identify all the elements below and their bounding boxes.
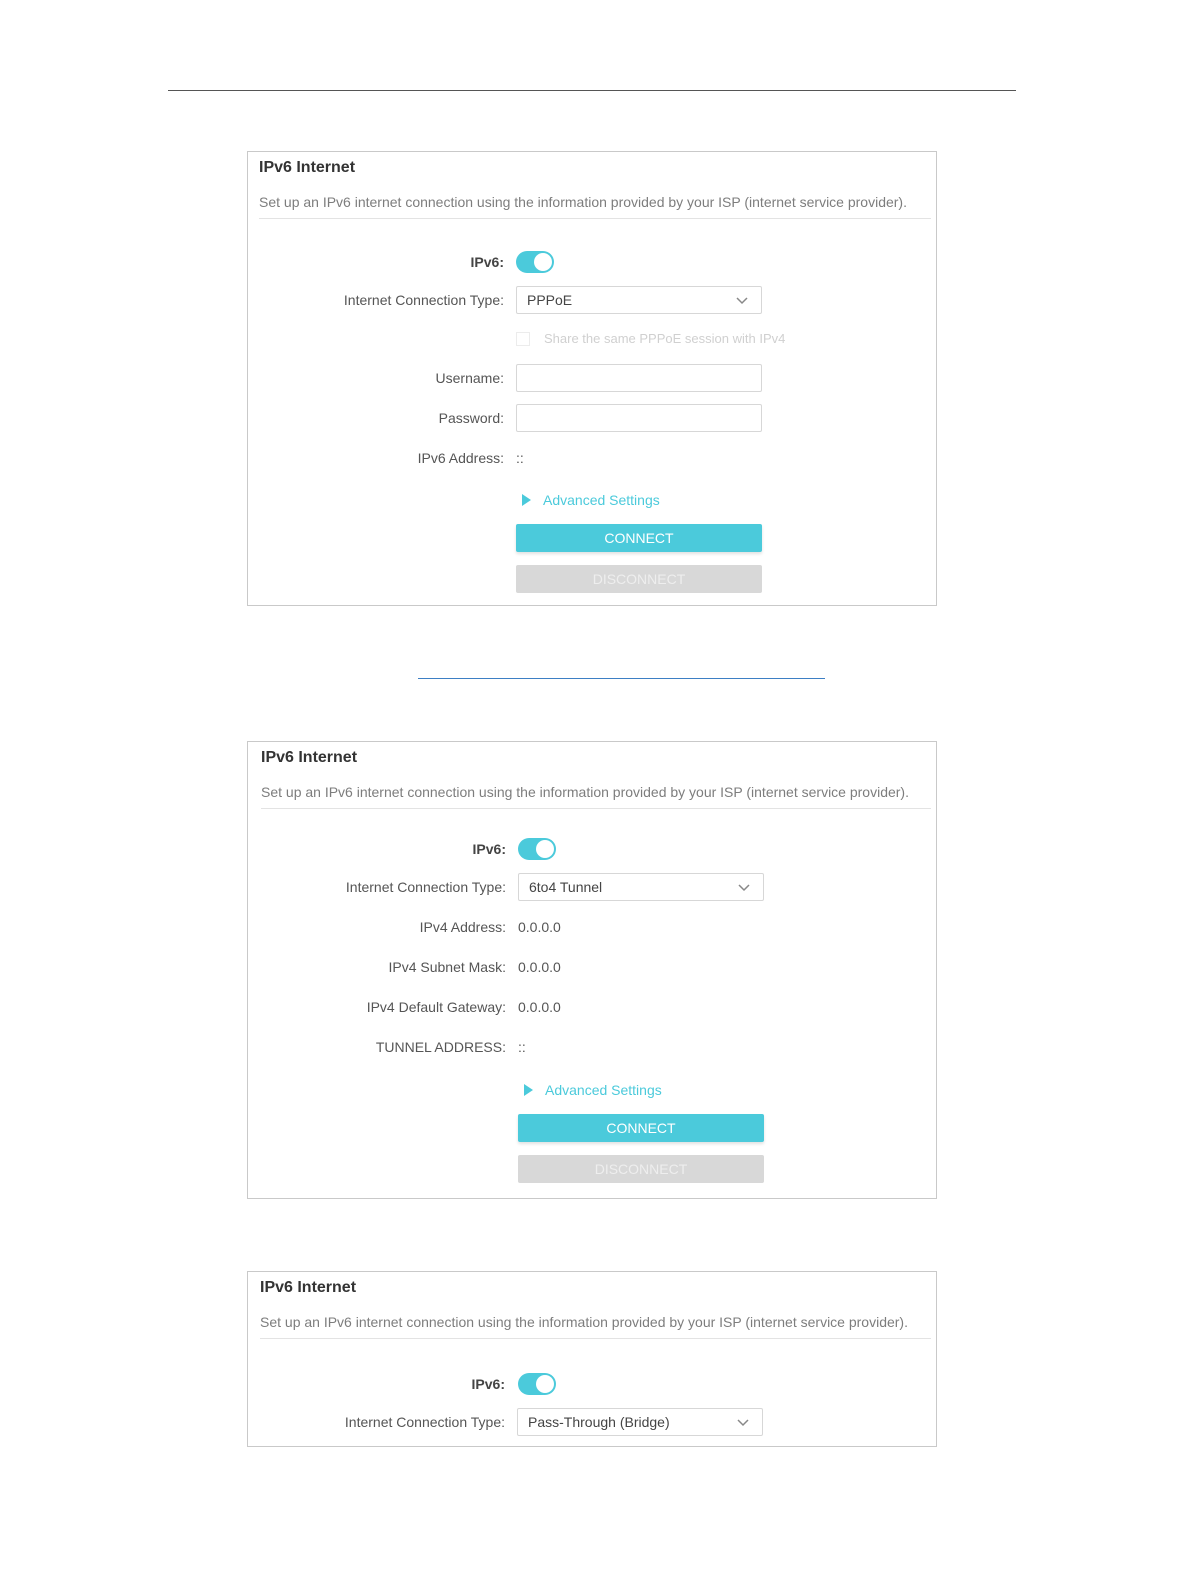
connection-type-label: Internet Connection Type: bbox=[345, 879, 506, 895]
chevron-down-icon bbox=[735, 293, 749, 307]
disconnect-button[interactable]: DISCONNECT bbox=[518, 1155, 764, 1183]
disconnect-button[interactable]: DISCONNECT bbox=[516, 565, 762, 593]
page-header-rule bbox=[168, 90, 1016, 91]
ipv4-address-row bbox=[248, 913, 936, 941]
ipv4-address-value: 0.0.0.0 bbox=[518, 919, 561, 935]
connection-type-label: Internet Connection Type: bbox=[344, 1414, 505, 1430]
connection-type-select[interactable] bbox=[517, 1408, 763, 1436]
ipv4-gateway-value: 0.0.0.0 bbox=[518, 999, 561, 1015]
panel-description: Set up an IPv6 internet connection using the information provided by your ISP (internet service provider). bbox=[260, 1314, 908, 1330]
ipv6-label: IPv6: bbox=[471, 1376, 505, 1392]
ipv6-address-row bbox=[248, 444, 936, 472]
panel-divider bbox=[261, 808, 931, 809]
ipv4-mask-label: IPv4 Subnet Mask: bbox=[388, 959, 506, 975]
connection-type-label: Internet Connection Type: bbox=[343, 292, 504, 308]
ipv6-address-label: IPv6 Address: bbox=[417, 450, 504, 466]
ipv4-gateway-label: IPv4 Default Gateway: bbox=[366, 999, 506, 1015]
ipv6-label: IPv6: bbox=[470, 254, 504, 270]
panel-description: Set up an IPv6 internet connection using the information provided by your ISP (internet service provider). bbox=[259, 194, 907, 210]
connect-button[interactable]: CONNECT bbox=[516, 524, 762, 552]
connection-type-value: Pass-Through (Bridge) bbox=[528, 1414, 670, 1430]
share-session-label: Share the same PPPoE session with IPv4 bbox=[544, 331, 786, 346]
ipv6-label: IPv6: bbox=[472, 841, 506, 857]
username-row bbox=[248, 364, 936, 392]
ipv6-internet-panel-bridge bbox=[247, 1271, 937, 1447]
username-label: Username: bbox=[435, 370, 504, 386]
link-underline bbox=[418, 678, 825, 679]
connect-button[interactable]: CONNECT bbox=[518, 1114, 764, 1142]
panel-title: IPv6 Internet bbox=[261, 749, 358, 766]
triangle-right-icon bbox=[524, 1084, 533, 1096]
tunnel-address-label: TUNNEL ADDRESS: bbox=[375, 1039, 506, 1055]
panel-title: IPv6 Internet bbox=[259, 159, 356, 176]
ipv6-toggle-row bbox=[248, 248, 936, 276]
ipv6-internet-panel-6to4 bbox=[247, 741, 937, 1199]
panel-divider bbox=[259, 218, 931, 219]
ipv4-mask-row bbox=[248, 953, 936, 981]
connection-type-value: 6to4 Tunnel bbox=[529, 879, 603, 895]
connection-type-select[interactable] bbox=[518, 873, 764, 901]
ipv6-toggle[interactable] bbox=[518, 838, 556, 860]
advanced-settings-label: Advanced Settings bbox=[545, 1082, 662, 1098]
connection-type-select[interactable] bbox=[516, 286, 762, 314]
password-label: Password: bbox=[438, 410, 504, 426]
panel-divider bbox=[260, 1338, 931, 1339]
share-session-checkbox[interactable] bbox=[516, 332, 530, 346]
password-input[interactable] bbox=[516, 404, 762, 432]
password-row bbox=[248, 404, 936, 432]
ipv6-toggle-row bbox=[248, 1370, 936, 1398]
toggle-knob bbox=[536, 1375, 554, 1393]
advanced-settings-label: Advanced Settings bbox=[543, 492, 660, 508]
connection-type-row bbox=[248, 1408, 936, 1436]
toggle-knob bbox=[534, 253, 552, 271]
chevron-down-icon bbox=[736, 1415, 750, 1429]
tunnel-address-row bbox=[248, 1033, 936, 1061]
chevron-down-icon bbox=[737, 880, 751, 894]
ipv4-mask-value: 0.0.0.0 bbox=[518, 959, 561, 975]
connection-type-row bbox=[248, 286, 936, 314]
ipv6-internet-panel-pppoe bbox=[247, 151, 937, 606]
connection-type-row bbox=[248, 873, 936, 901]
panel-title: IPv6 Internet bbox=[260, 1279, 357, 1296]
ipv6-toggle[interactable] bbox=[516, 251, 554, 273]
ipv6-toggle-row bbox=[248, 835, 936, 863]
ipv6-address-value: :: bbox=[516, 450, 524, 466]
ipv6-toggle[interactable] bbox=[518, 1373, 556, 1395]
tunnel-address-value: :: bbox=[518, 1039, 526, 1055]
triangle-right-icon bbox=[522, 494, 531, 506]
panel-description: Set up an IPv6 internet connection using the information provided by your ISP (internet service provider). bbox=[261, 784, 909, 800]
ipv4-gateway-row bbox=[248, 993, 936, 1021]
ipv4-address-label: IPv4 Address: bbox=[419, 919, 506, 935]
connection-type-value: PPPoE bbox=[527, 292, 573, 308]
toggle-knob bbox=[536, 840, 554, 858]
username-input[interactable] bbox=[516, 364, 762, 392]
